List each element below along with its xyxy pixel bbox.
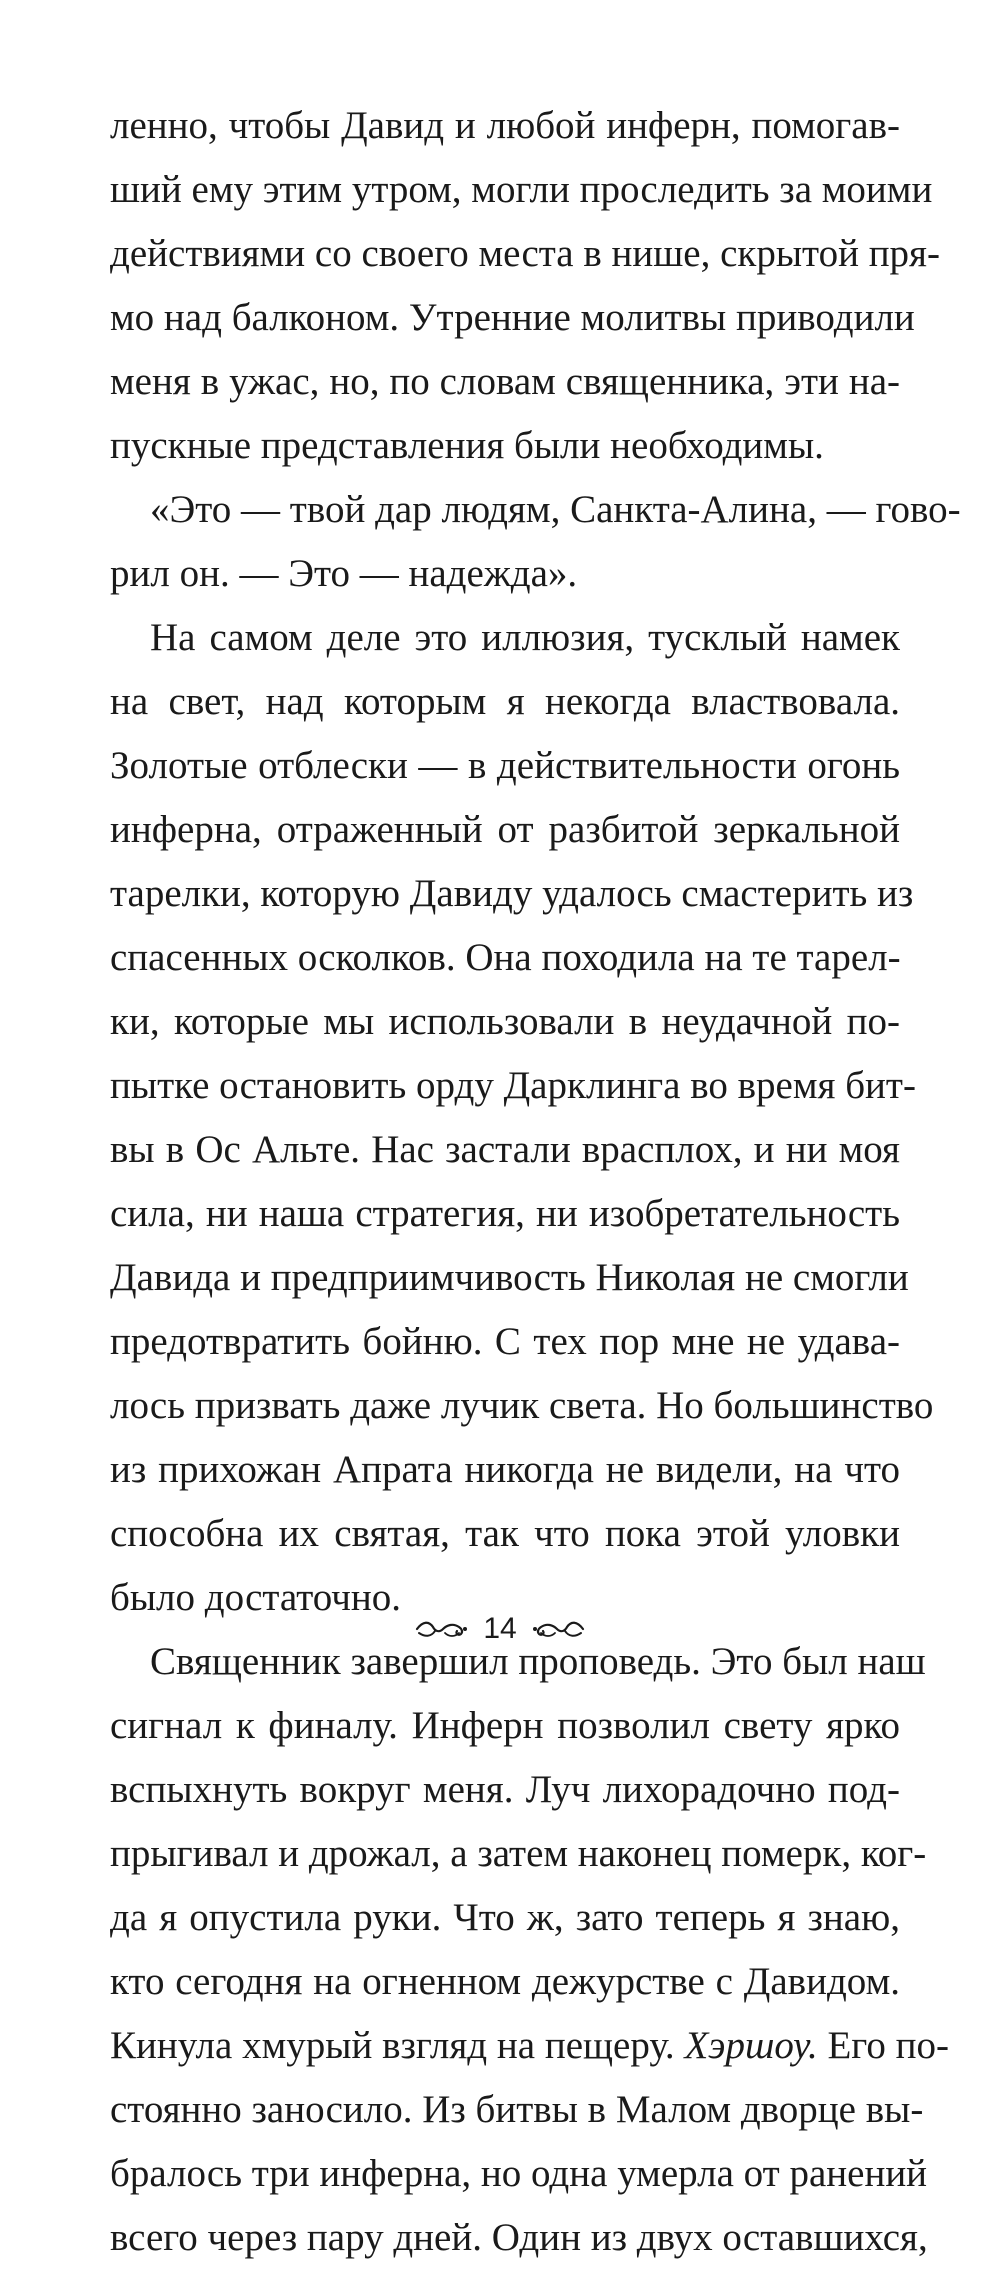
text-line: пытке остановить орду Дарклинга во время бит- [110, 1064, 916, 1107]
paragraph [110, 1630, 949, 2270]
italic-name: Хэршоу. [684, 2024, 818, 2067]
text-line: кто сегодня на огненном дежурстве с Давидом. [110, 1960, 900, 2003]
text-line: всего через пару дней. Один из двух оставшихся, [110, 2216, 928, 2259]
text-line: ки, которые мы использовали в неудачной по- [110, 1000, 900, 1043]
page-number: 14 [483, 1612, 517, 1646]
text-line: Давида и предприимчивость Николая не смогли [110, 1256, 909, 1299]
text-line: предотвратить бойню. С тех пор мне не удава- [110, 1320, 900, 1363]
body-text [110, 94, 961, 2270]
text-line: на свет, над которым я некогда властвовала. [110, 680, 900, 723]
text-line: вы в Ос Альте. Нас застали врасплох, и ни моя [110, 1128, 900, 1171]
text-line: прыгивал и дрожал, а затем наконец померк, ког- [110, 1832, 927, 1875]
text-line: пускные представления были необходимы. [110, 424, 824, 467]
text-line: инферна, отраженный от разбитой зеркальной [110, 808, 900, 851]
text-line: ленно, чтобы Давид и любой инферн, помогав- [110, 104, 900, 147]
text-line-with-italic [110, 2014, 949, 2078]
text-line: бралось три инферна, но одна умерла от ранений [110, 2152, 928, 2195]
text-line: стоянно заносило. Из битвы в Малом дворце вы- [110, 2088, 924, 2131]
text-line: мо над балконом. Утренние молитвы приводили [110, 296, 915, 339]
text-line: спасенных осколков. Она походила на те тарел- [110, 936, 901, 979]
text-line: «Это — твой дар людям, Санкта-Алина, — гово- [150, 488, 961, 531]
paragraph [110, 478, 961, 606]
text-line: из прихожан Апрата никогда не видели, на что [110, 1448, 900, 1491]
text-segment: Кинула хмурый взгляд на пещеру. [110, 2024, 685, 2067]
text-line: На самом деле это иллюзия, тусклый намек [150, 616, 900, 659]
page-footer [0, 1608, 1000, 1648]
text-line: сигнал к финалу. Инферн позволил свету ярко [110, 1704, 900, 1747]
text-line: рил он. — Это — надежда». [110, 552, 578, 595]
text-line: меня в ужас, но, по словам священника, эти на- [110, 360, 900, 403]
fleuron-right-icon [533, 1619, 585, 1639]
text-line: сила, ни наша стратегия, ни изобретательность [110, 1192, 900, 1235]
text-line: Золотые отблески — в действительности огонь [110, 744, 900, 787]
paragraph [110, 606, 934, 1630]
text-segment: Его по- [817, 2024, 949, 2067]
text-line: тарелки, которую Давиду удалось смастерить из [110, 872, 914, 915]
text-line: было достаточно. [110, 1576, 401, 1619]
fleuron-left-icon [415, 1619, 467, 1639]
text-line: да я опустила руки. Что ж, зато теперь я знаю, [110, 1896, 900, 1939]
paragraph [110, 94, 940, 478]
text-line: ший ему этим утром, могли проследить за моими [110, 168, 933, 211]
text-line: Священник завершил проповедь. Это был наш [150, 1640, 926, 1683]
text-line: действиями со своего места в нише, скрытой пря- [110, 232, 940, 275]
text-line: способна их святая, так что пока этой уловки [110, 1512, 900, 1555]
text-line: вспыхнуть вокруг меня. Луч лихорадочно под- [110, 1768, 900, 1811]
text-line: лось призвать даже лучик света. Но большинство [110, 1384, 934, 1427]
